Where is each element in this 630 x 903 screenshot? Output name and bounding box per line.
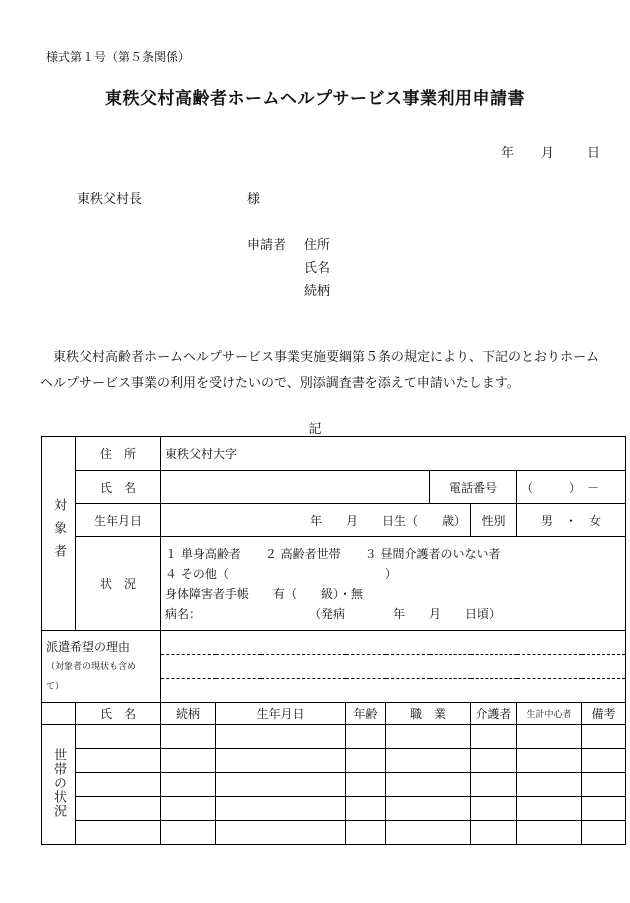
household-cell[interactable] <box>346 749 386 773</box>
sex-field[interactable]: 男 ・ 女 <box>517 504 626 537</box>
date-year: 年 <box>501 146 515 161</box>
household-cell[interactable] <box>471 797 517 821</box>
household-cell[interactable] <box>471 821 517 845</box>
household-header-remarks: 備考 <box>582 703 626 725</box>
household-cell[interactable] <box>386 797 471 821</box>
household-cell[interactable] <box>76 797 161 821</box>
household-cell[interactable] <box>76 749 161 773</box>
household-cell[interactable] <box>471 773 517 797</box>
phone-label: 電話番号 <box>430 471 517 504</box>
household-cell[interactable] <box>471 749 517 773</box>
household-cell[interactable] <box>386 725 471 749</box>
form-number: 様式第１号（第５条関係） <box>46 50 191 64</box>
date-day: 日 <box>587 146 601 161</box>
household-header-occupation: 職 業 <box>386 703 471 725</box>
household-cell[interactable] <box>161 725 216 749</box>
household-header-birth: 生年月日 <box>216 703 346 725</box>
birth-field[interactable]: 年 月 日生（ 歳） <box>161 504 471 537</box>
target-section-label: 対象者 <box>42 437 76 631</box>
household-header-age: 年齢 <box>346 703 386 725</box>
household-header-relation: 続柄 <box>161 703 216 725</box>
household-header-caregiver: 介護者 <box>471 703 517 725</box>
household-cell[interactable] <box>216 797 346 821</box>
household-cell[interactable] <box>161 797 216 821</box>
addressee-name: 東秩父村長 <box>77 192 143 207</box>
application-table <box>41 436 626 845</box>
household-header-blank <box>42 703 76 725</box>
household-cell[interactable] <box>386 821 471 845</box>
household-cell[interactable] <box>346 773 386 797</box>
household-cell[interactable] <box>216 773 346 797</box>
household-cell[interactable] <box>471 725 517 749</box>
household-cell[interactable] <box>346 797 386 821</box>
phone-field[interactable]: （ ） － <box>517 471 626 504</box>
reason-line-1[interactable] <box>161 631 626 655</box>
birth-label: 生年月日 <box>76 504 161 537</box>
household-cell[interactable] <box>582 773 626 797</box>
household-cell[interactable] <box>517 725 582 749</box>
applicant-name-label: 氏名 <box>304 261 331 276</box>
body-text: 東秩父村高齢者ホームヘルプサービス事業実施要綱第５条の規定により、下記のとおりホームヘルプサービス事業の利用を受けたいので、別添調査書を添えて申請いたします。 <box>40 350 600 391</box>
household-cell[interactable] <box>216 725 346 749</box>
sex-label: 性別 <box>471 504 517 537</box>
status-line-2: ４ その他（ ） <box>165 566 397 581</box>
household-cell[interactable] <box>346 821 386 845</box>
addressee-honorific: 様 <box>247 192 261 207</box>
date-month: 月 <box>541 146 555 161</box>
applicant-label: 申請者 <box>247 238 287 253</box>
household-cell[interactable] <box>346 725 386 749</box>
status-label: 状 況 <box>76 537 161 631</box>
status-field[interactable] <box>161 537 626 631</box>
status-line-4: 病名： （発病 年 月 日頃） <box>165 606 502 621</box>
household-cell[interactable] <box>216 821 346 845</box>
household-cell[interactable] <box>582 821 626 845</box>
household-cell[interactable] <box>582 725 626 749</box>
household-header-breadwinner: 生計中心者 <box>517 703 582 725</box>
household-cell[interactable] <box>76 725 161 749</box>
household-cell[interactable] <box>582 797 626 821</box>
household-cell[interactable] <box>386 773 471 797</box>
household-cell[interactable] <box>216 749 346 773</box>
status-line-3: 身体障害者手帳 有（ 級）・無 <box>165 586 364 601</box>
household-cell[interactable] <box>76 773 161 797</box>
household-cell[interactable] <box>161 749 216 773</box>
household-cell[interactable] <box>517 821 582 845</box>
name-field[interactable] <box>161 471 430 504</box>
reason-line-2[interactable] <box>161 655 626 679</box>
form-title: 東秩父村高齢者ホームヘルプサービス事業利用申請書 <box>105 89 525 109</box>
household-cell[interactable] <box>76 821 161 845</box>
household-cell[interactable] <box>517 749 582 773</box>
household-cell[interactable] <box>517 773 582 797</box>
applicant-address-label: 住所 <box>304 238 331 253</box>
household-header-name: 氏 名 <box>76 703 161 725</box>
ki-marker: 記 <box>308 422 322 437</box>
applicant-relation-label: 続柄 <box>304 284 331 299</box>
household-cell[interactable] <box>582 749 626 773</box>
household-cell[interactable] <box>161 821 216 845</box>
address-label: 住 所 <box>76 437 161 471</box>
reason-label: 派遣希望の理由 （対象者の現状も含め て） <box>42 631 161 703</box>
name-label: 氏 名 <box>76 471 161 504</box>
household-cell[interactable] <box>386 749 471 773</box>
household-cell[interactable] <box>517 797 582 821</box>
reason-line-3[interactable] <box>161 679 626 703</box>
household-section-label: 世帯の状況 <box>42 725 76 845</box>
address-field[interactable]: 東秩父村大字 <box>161 437 626 471</box>
status-line-1: １ 単身高齢者 ２ 高齢者世帯 ３ 昼間介護者のいない者 <box>165 546 501 561</box>
household-cell[interactable] <box>161 773 216 797</box>
